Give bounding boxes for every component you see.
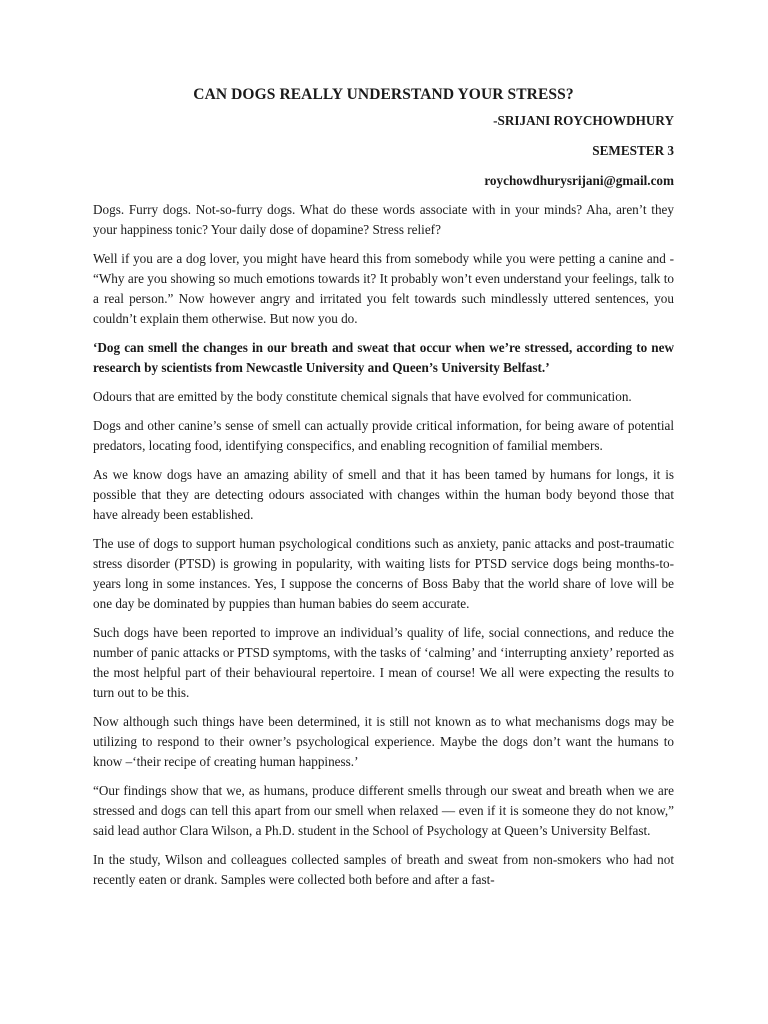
- email-line: roychowdhurysrijani@gmail.com: [484, 173, 674, 188]
- paragraph-quote: ‘Dog can smell the changes in our breath and sweat that occur when we’re stressed, according to new research by scientists from Newcastle University and Queen’s University Belfast.’: [93, 340, 674, 375]
- paragraph-1: Dogs. Furry dogs. Not-so-furry dogs. What do these words associate with in your minds? Aha, aren’t they your happiness tonic? Your daily dose of dopamine? Stress relief?: [93, 202, 674, 237]
- paragraph-2: Well if you are a dog lover, you might have heard this from somebody while you were petting a canine and - “Why are you showing so much emotions towards it? It probably won’t even understand your feelings, talk to a real person.” Now however angry and irritated you felt towards such mindlessly uttered sentences, you couldn’t explain them otherwise. But now you do.: [93, 251, 674, 326]
- paragraph-9: Now although such things have been determined, it is still not known as to what mechanisms dogs may be utilizing to respond to their owner’s psychological experience. Maybe the dogs don’t want the humans to know –‘their recipe of creating human happiness.’: [93, 714, 674, 769]
- paragraph-5: Dogs and other canine’s sense of smell can actually provide critical information, for being aware of potential predators, locating food, identifying conspecifics, and enabling recognition of familial members.: [93, 418, 674, 453]
- paragraph-11: In the study, Wilson and colleagues collected samples of breath and sweat from non-smokers who had not recently eaten or drank. Samples were collected both before and after a fast-: [93, 852, 674, 887]
- paragraph-7: The use of dogs to support human psychological conditions such as anxiety, panic attacks and post-traumatic stress disorder (PTSD) is growing in popularity, with waiting lists for PTSD service dogs being months-to-years long in some instances. Yes, I suppose the concerns of Boss Baby that the world share of love will be one day be dominated by puppies than human babies do seem accurate.: [93, 536, 674, 611]
- paragraph-4: Odours that are emitted by the body constitute chemical signals that have evolved for communication.: [93, 389, 632, 404]
- semester-line: SEMESTER 3: [592, 143, 674, 158]
- paragraph-10: “Our findings show that we, as humans, produce different smells through our sweat and breath when we are stressed and dogs can tell this apart from our smell when relaxed — even if it is someone they do not know,” said lead author Clara Wilson, a Ph.D. student in the School of Psychology at Queen’s University Belfast.: [93, 783, 674, 838]
- document-title: CAN DOGS REALLY UNDERSTAND YOUR STRESS?: [193, 86, 574, 103]
- author-line: -SRIJANI ROYCHOWDHURY: [493, 113, 674, 128]
- paragraph-8: Such dogs have been reported to improve an individual’s quality of life, social connections, and reduce the number of panic attacks or PTSD symptoms, with the tasks of ‘calming’ and ‘interrupting anxiety’ reported as the most helpful part of their behavioural repertoire. I mean of course! We all were expecting the results to turn out to be this.: [93, 625, 674, 700]
- document-body: [93, 86, 674, 899]
- paragraph-6: As we know dogs have an amazing ability of smell and that it has been tamed by humans for longs, it is possible that they are detecting odours associated with changes within the human body beyond those that have already been established.: [93, 467, 674, 522]
